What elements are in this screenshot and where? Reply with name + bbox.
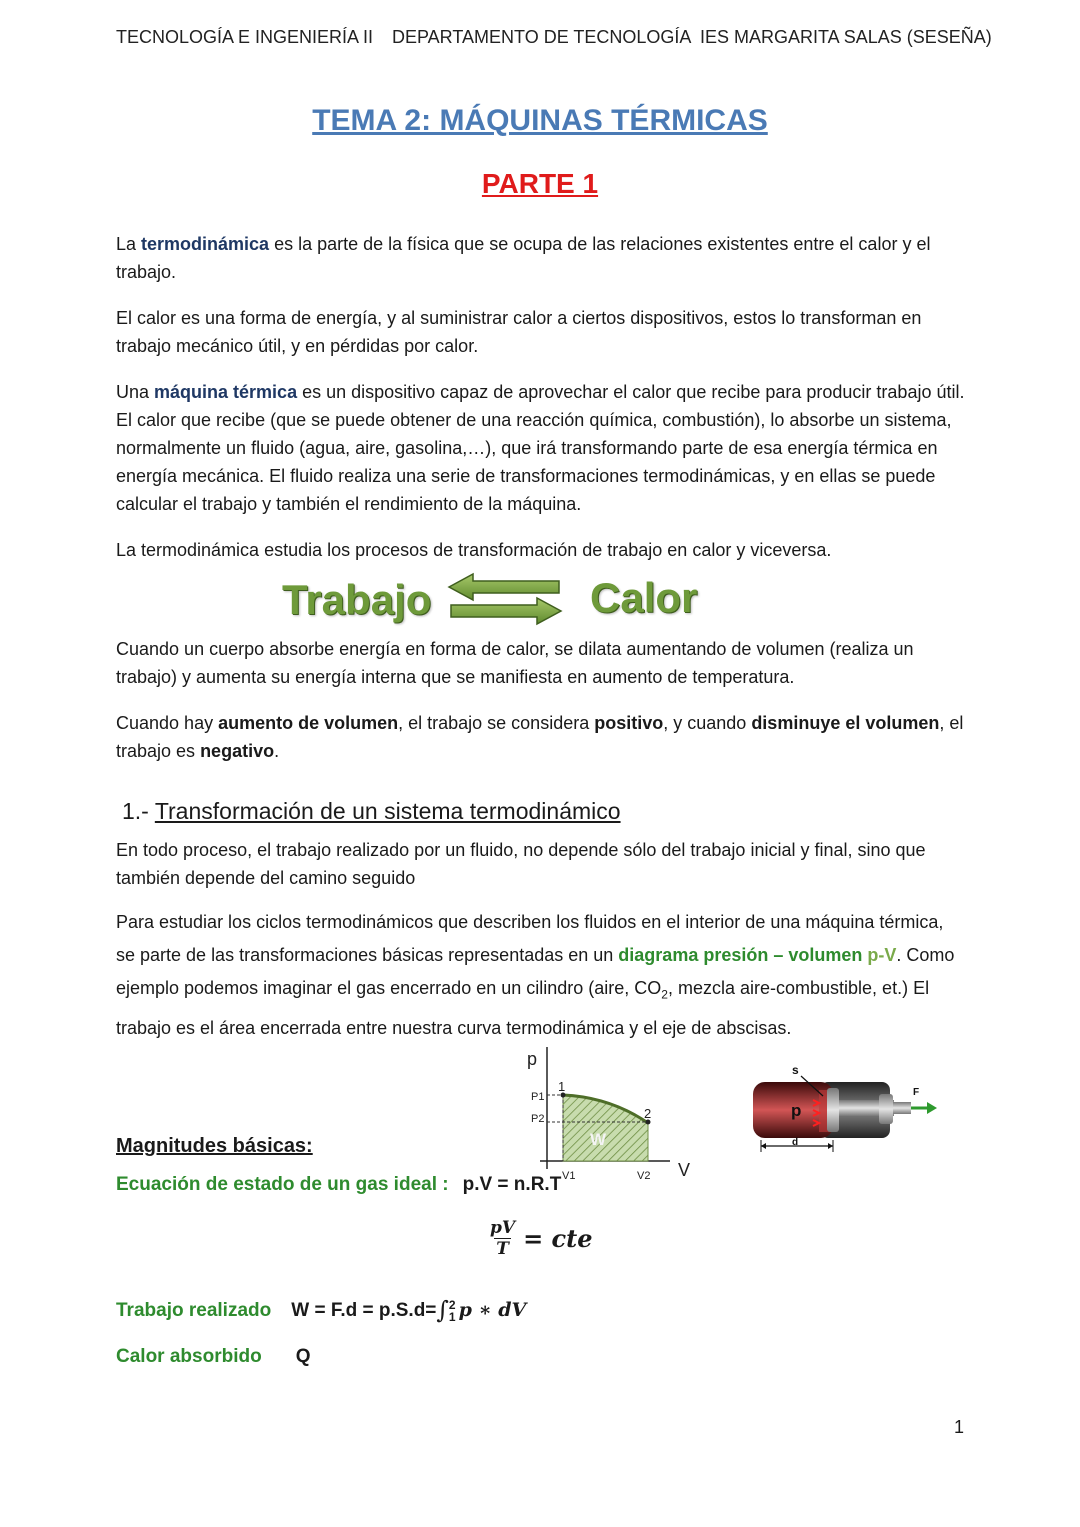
pv-x-label: V: [678, 1160, 691, 1180]
paragraph-procesos: La termodinámica estudia los procesos de transformación de trabajo en calor y viceversa.: [116, 540, 832, 560]
ratio-formula: [488, 1218, 593, 1259]
work-row: [116, 1294, 526, 1323]
paragraph-signo-trabajo: Cuando hay aumento de volumen, el trabajo se considera positivo, y cuando disminuye el volumen, el trabajo es negativo.: [116, 713, 964, 761]
integral-upper: 2: [448, 1297, 456, 1312]
pv-p2-label: P2: [531, 1113, 545, 1125]
keyword-maquina-termica: máquina térmica: [154, 382, 298, 402]
cylinder-p-label: p: [791, 1101, 802, 1120]
keyword-negativo: negativo: [200, 741, 275, 761]
header-school: IES MARGARITA SALAS (SESEÑA): [700, 27, 992, 47]
page-title: TEMA 2: MÁQUINAS TÉRMICAS: [312, 104, 768, 137]
section-heading: 1.- Transformación de un sistema termodinámico: [122, 798, 621, 824]
work-label: Trabajo realizado: [116, 1300, 272, 1321]
cylinder-s-label: s: [792, 1063, 799, 1077]
heat-symbol: Q: [295, 1346, 311, 1367]
word-trabajo: Trabajo: [282, 576, 432, 623]
paragraph-dilatacion: Cuando un cuerpo absorbe energía en forma de calor, se dilata aumentando de volumen (realiza un trabajo) y aumenta su energía interna que se manifiesta en aumento de temperatura.: [116, 639, 914, 687]
keyword-aumento-volumen: aumento de volumen: [218, 713, 399, 733]
heat-row: [116, 1346, 310, 1368]
integral-lower: 1: [448, 1309, 456, 1324]
paragraph-camino: En todo proceso, el trabajo realizado por un fluido, no depende sólo del trabajo inicial y final, sino que también depende del camino seguido: [116, 840, 926, 888]
pv-work-label: W: [590, 1130, 607, 1149]
integral-icon: ∫: [436, 1296, 449, 1324]
ratio-rhs: = cte: [523, 1224, 593, 1253]
pv-diagram: [520, 1045, 700, 1190]
gas-equation-row: [116, 1174, 561, 1196]
pv-point-2-label: 2: [644, 1106, 652, 1121]
force-arrow-icon: [927, 1102, 937, 1114]
keyword-diagrama-pv: diagrama presión – volumen: [618, 945, 863, 965]
integrand: p ∗ dV: [458, 1299, 527, 1321]
double-arrow-icon: [447, 572, 563, 626]
gas-equation-label: Ecuación de estado de un gas ideal :: [116, 1174, 449, 1195]
pv-v2-label: V2: [637, 1170, 651, 1182]
page-subtitle: PARTE 1: [481, 168, 599, 199]
gas-equation: p.V = n.R.T: [462, 1174, 562, 1195]
pv-point-1-label: 1: [558, 1079, 566, 1094]
header-department: DEPARTAMENTO DE TECNOLOGÍA: [392, 27, 692, 47]
ratio-numerator: pV: [490, 1218, 516, 1238]
paragraph-maquina-termica: Una máquina térmica es un dispositivo capaz de aprovechar el calor que recibe para producir trabajo útil. El calor que recibe (que se puede obtener de una reacción química, combustión), lo absorbe un sistema, normalmente un fluido (agua, aire, gasolina,…), que irá transformando parte de esa energía térmica en energía mecánica. El fluido realiza una serie de transformaciones termodinámicas, y en ellas se puede calcular el trabajo y también el rendimiento de la máquina.: [116, 382, 965, 514]
paragraph-termodinamica: La termodinámica es la parte de la física que se ocupa de las relaciones existentes entre el calor y el trabajo.: [116, 234, 931, 282]
page-number: 1: [954, 1417, 965, 1437]
pv-v1-label: V1: [562, 1170, 576, 1182]
keyword-disminuye-volumen: disminuye el volumen: [751, 713, 940, 733]
header-subject: TECNOLOGÍA E INGENIERÍA II: [116, 27, 374, 47]
piston-cylinder-diagram: [745, 1058, 940, 1158]
cylinder-f-label: F: [913, 1087, 920, 1098]
work-equation: W = F.d = p.S.d=: [291, 1300, 437, 1321]
paragraph-diagrama-pv: Para estudiar los ciclos termodinámicos que describen los fluidos en el interior de una máquina térmica, se parte de las transformaciones básicas representadas en un diagrama presión – volumen p-V. Como ejemplo podemos imaginar el gas encerrado en un cilindro (aire, $CO_2$, mezcla aire-combustible, et.) El trabajo es el área encerrada entre nuestra curva termodinámica y el eje de abscisas.: [116, 912, 955, 1038]
pv-y-label: p: [527, 1049, 538, 1069]
pv-p1-label: P1: [531, 1091, 545, 1103]
pv-work-area: [563, 1095, 648, 1161]
magnitudes-heading: Magnitudes básicas:: [116, 1135, 313, 1157]
cylinder-d-label: d: [792, 1137, 799, 1148]
ratio-denominator: T: [496, 1239, 509, 1259]
word-calor: Calor: [590, 574, 698, 621]
keyword-positivo: positivo: [594, 713, 664, 733]
keyword-termodinamica: termodinámica: [141, 234, 270, 254]
paragraph-calor: El calor es una forma de energía, y al suministrar calor a ciertos dispositivos, estos lo transforman en trabajo mecánico útil, y en pérdidas por calor.: [116, 308, 922, 356]
heat-label: Calor absorbido: [116, 1346, 262, 1367]
